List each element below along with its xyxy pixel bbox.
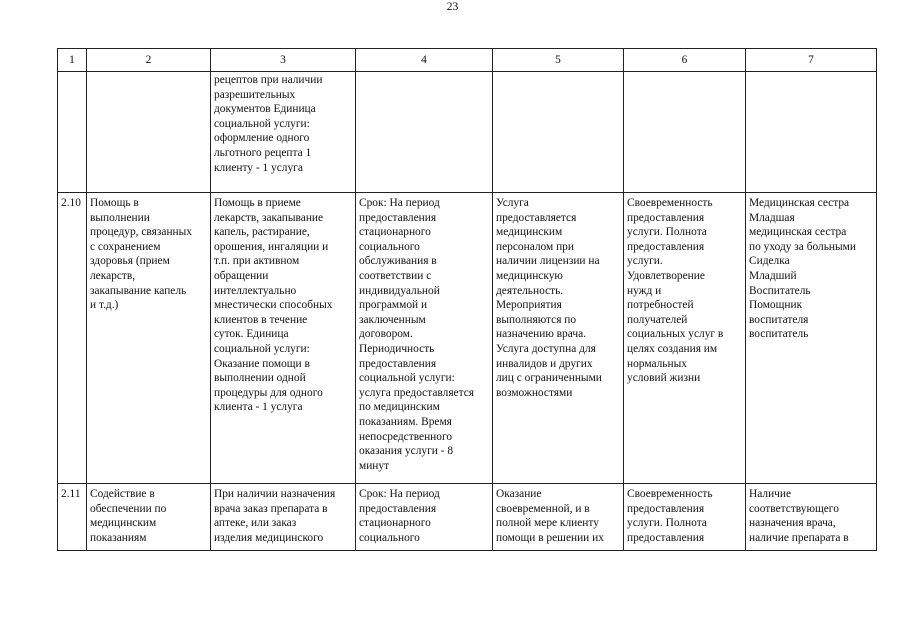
service-description-cell: При наличии назначения врача заказ препарата в аптеке, или заказ изделия медицинского <box>211 484 356 551</box>
header-cell-5: 5 <box>493 49 624 72</box>
header-cell-3: 3 <box>211 49 356 72</box>
service-name-cell: Помощь в выполнении процедур, связанных с сохранением здоровья (прием лекарств, закапывание капель и т.д.) <box>87 193 211 484</box>
row-number-cell: 2.10 <box>58 193 87 484</box>
service-description-cell: рецептов при наличии разрешительных документов Единица социальной услуги: оформление одного льготного рецепта 1 клиенту - 1 услуга <box>211 72 356 193</box>
service-conditions-cell: Оказание своевременной, и в полной мере клиенту помощи в решении их <box>493 484 624 551</box>
staff-cell <box>746 72 877 193</box>
table-row-2-10 <box>58 193 877 484</box>
header-row <box>58 49 877 72</box>
quality-indicators-cell: Своевременность предоставления услуги. Полнота предоставления услуги. Удовлетворение нужд и потребностей получателей социальных услуг в целях создания им нормальных условий жизни <box>624 193 746 484</box>
quality-indicators-cell <box>624 72 746 193</box>
table-row-2-11 <box>58 484 877 551</box>
header-cell-7: 7 <box>746 49 877 72</box>
header-cell-2: 2 <box>87 49 211 72</box>
row-number-cell <box>58 72 87 193</box>
header-cell-6: 6 <box>624 49 746 72</box>
staff-cell: Медицинская сестра Младшая медицинская сестра по уходу за больными Сиделка Младший Воспитатель Помощник воспитателя воспитатель <box>746 193 877 484</box>
header-cell-4: 4 <box>356 49 493 72</box>
service-conditions-cell: Услуга предоставляется медицинским персоналом при наличии лицензии на медицинскую деятельность. Мероприятия выполняются по назначению врача. Услуга доступна для инвалидов и других лиц с ограниченными возможностями <box>493 193 624 484</box>
quality-indicators-cell: Своевременность предоставления услуги. Полнота предоставления <box>624 484 746 551</box>
table-row-continuation <box>58 72 877 193</box>
service-terms-cell: Срок: На период предоставления стационарного социального обслуживания в соответствии с индивидуальной программой и заключенным договором. Периодичность предоставления социальной услуги: услуга предоставляется по медицинским показаниям. Время непосредственного оказания услуги - 8 минут <box>356 193 493 484</box>
service-description-cell: Помощь в приеме лекарств, закапывание капель, растирание, орошения, ингаляции и т.п. при активном обращении интеллектуально мнестически способных клиентов в течение суток. Единица социальной услуги: Оказание помощи в выполнении одной процедуры для одного клиента - 1 услуга <box>211 193 356 484</box>
row-number-cell: 2.11 <box>58 484 87 551</box>
services-table <box>57 48 877 551</box>
service-name-cell <box>87 72 211 193</box>
header-cell-1: 1 <box>58 49 87 72</box>
service-name-cell: Содействие в обеспечении по медицинским показаниям <box>87 484 211 551</box>
service-conditions-cell <box>493 72 624 193</box>
service-terms-cell <box>356 72 493 193</box>
page-number: 23 <box>446 1 459 13</box>
staff-cell: Наличие соответствующего назначения врача, наличие препарата в <box>746 484 877 551</box>
service-terms-cell: Срок: На период предоставления стационарного социального <box>356 484 493 551</box>
